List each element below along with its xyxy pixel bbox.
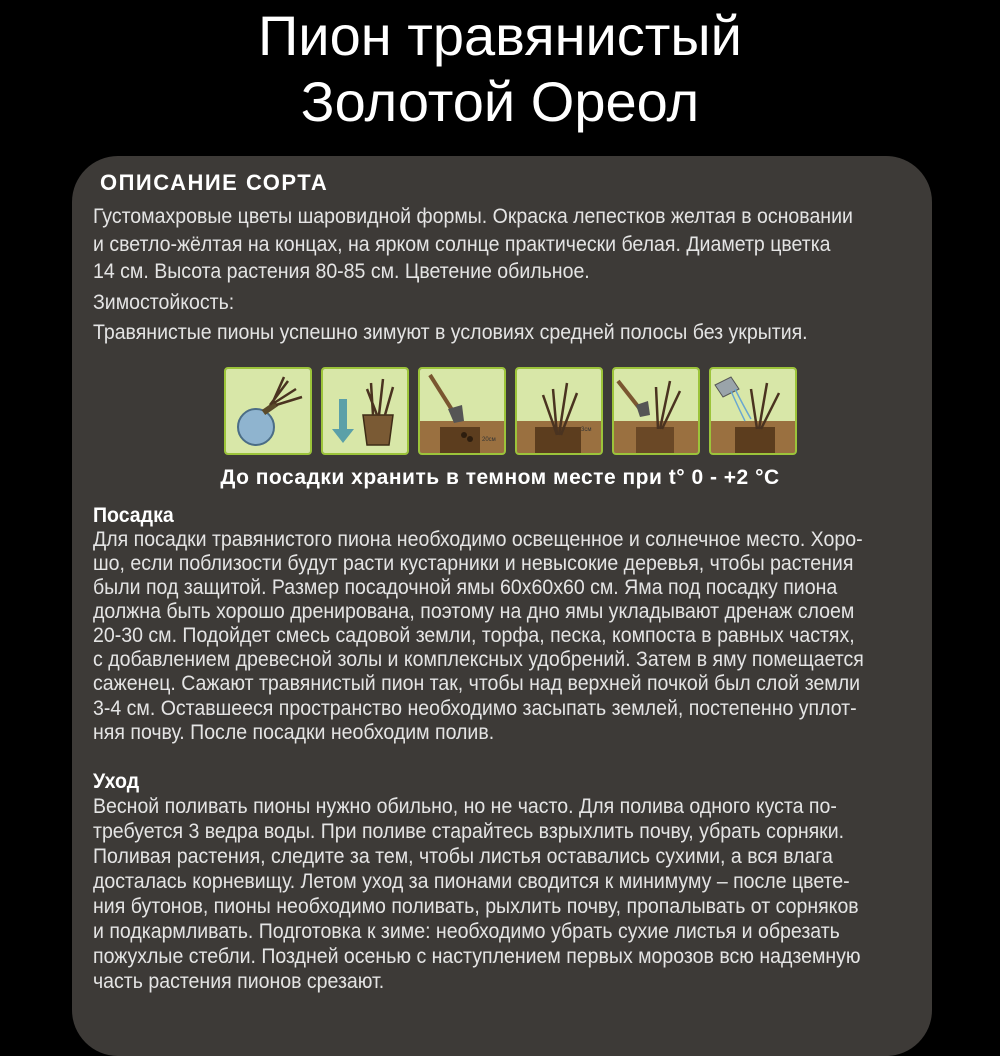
planting-line: должна быть хорошо дренирована, поэтому на дно ямы укладывают дренаж слоем — [93, 600, 855, 623]
description-line: и светло-жёлтая на концах, на ярком солнце практически белая. Диаметр цветка — [93, 233, 831, 256]
description-heading: ОПИСАНИЕ СОРТА — [100, 170, 329, 195]
care-line: ния бутонов, пионы необходимо поливать, рыхлить почву, пропалывать от сорняков — [93, 895, 859, 918]
care-line: пожухлые стебли. Поздней осенью с наступлением первых морозов всю надземную — [93, 945, 861, 968]
bagged-root-icon — [224, 367, 312, 455]
care-line: и подкармливать. Подготовка к зиме: необходимо убрать сухие листья и обрезать — [93, 920, 840, 943]
planting-line: с добавлением древесной золы и комплексных удобрений. Затем в яму помещается — [93, 648, 864, 671]
planting-steps — [224, 367, 800, 457]
winter-hardiness-label: Зимостойкость: — [93, 291, 235, 314]
care-heading: Уход — [93, 770, 140, 793]
care-line: Поливая растения, следите за тем, чтобы листья оставались сухими, а вся влага — [93, 845, 833, 868]
care-line: часть растения пионов срезают. — [93, 970, 385, 993]
shovel-digging-icon — [418, 367, 506, 455]
planting-line: саженец. Сажают травянистый пион так, чтобы над верхней почкой был слой земли — [93, 672, 861, 695]
planting-line: 3-4 см. Оставшееся пространство необходимо засыпать землей, постепенно уплот- — [93, 697, 857, 720]
planting-line: шо, если поблизости будут расти кустарники и невысокие деревья, чтобы растения — [93, 552, 854, 575]
care-line: досталась корневищу. Летом уход за пионами сводится к минимуму – после цвете- — [93, 870, 850, 893]
care-line: Весной поливать пионы нужно обильно, но не часто. Для полива одного куста по- — [93, 795, 837, 818]
storage-instructions: До посадки хранить в темном месте при t° 0 - +2 °C — [220, 466, 780, 489]
product-title-line2: Золотой Ореол — [300, 70, 700, 133]
soil-backfill-icon — [612, 367, 700, 455]
watering-can-icon — [709, 367, 797, 455]
product-title-line1: Пион травянистый — [258, 4, 742, 67]
planting-line: 20-30 см. Подойдет смесь садовой земли, торфа, песка, компоста в равных частях, — [93, 624, 855, 647]
winter-hardiness-text: Травянистые пионы успешно зимуют в условиях средней полосы без укрытия. — [93, 321, 808, 344]
planting-line: Для посадки травянистого пиона необходимо освещенное и солнечное место. Хоро- — [93, 528, 863, 551]
care-line: требуется 3 ведра воды. При поливе старайтесь взрыхлить почву, убрать сорняки. — [93, 820, 845, 843]
planting-line: были под защитой. Размер посадочной ямы 60х60х60 см. Яма под посадку пиона — [93, 576, 838, 599]
svg-text:3см: 3см — [581, 427, 592, 433]
planted-root-icon — [515, 367, 603, 455]
description-line: 14 см. Высота растения 80-85 см. Цветение обильное. — [93, 260, 590, 283]
description-line: Густомахровые цветы шаровидной формы. Окраска лепестков желтая в основании — [93, 205, 853, 228]
svg-text:20см: 20см — [482, 437, 496, 443]
planting-line: няя почву. После посадки необходим полив. — [93, 721, 495, 744]
pot-planting-icon — [321, 367, 409, 455]
planting-heading: Посадка — [93, 504, 174, 527]
